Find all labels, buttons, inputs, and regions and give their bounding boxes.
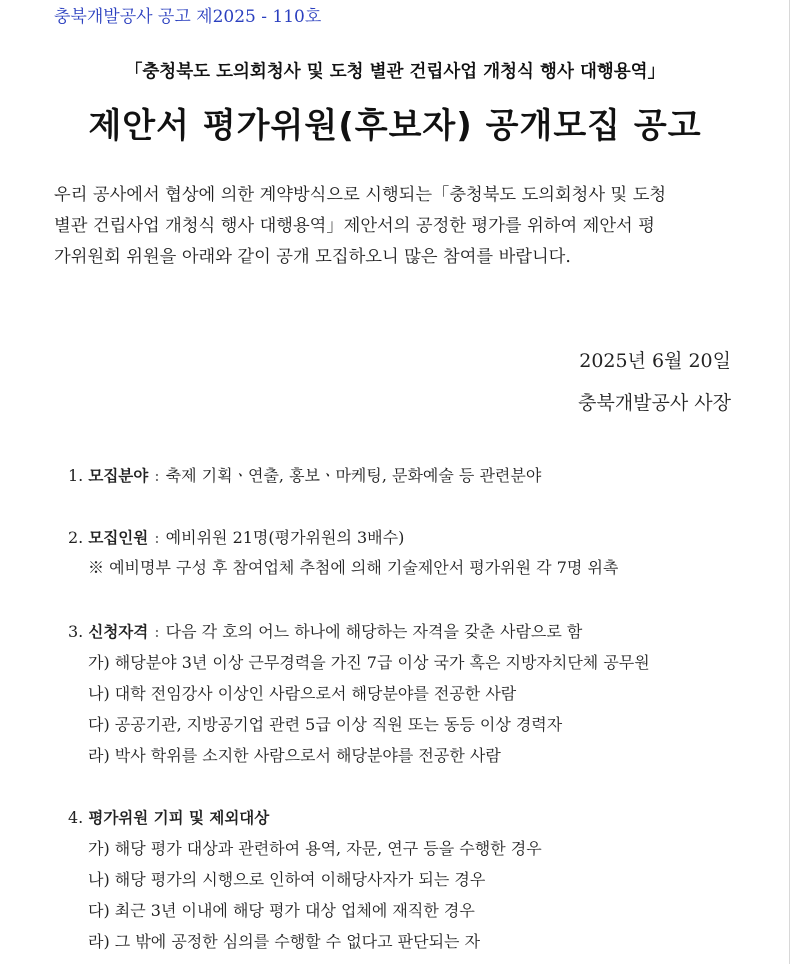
section-text: 축제 기획ㆍ연출, 홍보ㆍ마케팅, 문화예술 등 관련분야	[165, 466, 542, 485]
list-item: 라) 그 밖에 공정한 심의를 수행할 수 없다고 판단되는 자	[88, 932, 481, 951]
colon-separator: :	[154, 622, 160, 641]
section-label: 모집인원	[88, 529, 149, 547]
list-item: 라) 박사 학위를 소지한 사람으로서 해당분야를 전공한 사람	[88, 746, 501, 765]
intro-line: 우리 공사에서 협상에 의한 계약방식으로 시행되는「충청북도 도의회청사 및 도청	[54, 185, 667, 205]
section-number: 2.	[68, 528, 84, 547]
list-item: 나) 해당 평가의 시행으로 인하여 이해당사자가 되는 경우	[88, 870, 486, 889]
list-item: 나) 대학 전임강사 이상인 사람으로서 해당분야를 전공한 사람	[88, 684, 517, 703]
intro-line: 별관 건립사업 개청식 행사 대행용역」제안서의 공정한 평가를 위하여 제안서 평	[54, 216, 655, 236]
section-exclusions	[68, 803, 542, 957]
list-item: 다) 공공기관, 지방공기업 관련 5급 이상 직원 또는 동등 이상 경력자	[88, 715, 563, 734]
section-label: 신청자격	[88, 623, 149, 641]
list-item: 다) 최근 3년 이내에 해당 평가 대상 업체에 재직한 경우	[88, 901, 475, 920]
colon-separator: :	[154, 528, 160, 547]
section-note: ※ 예비명부 구성 후 참여업체 추첨에 의해 기술제안서 평가위원 각 7명 위촉	[88, 558, 619, 577]
list-item: 가) 해당분야 3년 이상 근무경력을 가진 7급 이상 국가 혹은 지방자치단체 공무원	[88, 653, 650, 672]
colon-separator: :	[154, 466, 160, 485]
section-label: 모집분야	[88, 467, 149, 485]
section-text: 다음 각 호의 어느 하나에 해당하는 자격을 갖춘 사람으로 함	[165, 622, 583, 641]
project-subtitle: 「충청북도 도의회청사 및 도청 별관 건립사업 개청식 행사 대행용역」	[124, 62, 666, 82]
list-item: 가) 해당 평가 대상과 관련하여 용역, 자문, 연구 등을 수행한 경우	[88, 839, 542, 858]
section-recruitment-field	[68, 461, 541, 491]
section-text: 예비위원 21명(평가위원의 3배수)	[165, 528, 405, 547]
section-qualifications	[68, 617, 650, 771]
notice-number: 충북개발공사 공고 제2025 - 110호	[54, 7, 322, 27]
section-number: 1.	[68, 466, 84, 485]
page-title: 제안서 평가위원(후보자) 공개모집 공고	[88, 106, 702, 146]
section-number: 4.	[68, 808, 84, 827]
section-label: 평가위원 기피 및 제외대상	[88, 809, 270, 827]
intro-paragraph	[54, 180, 738, 273]
intro-line: 가위원회 위원을 아래와 같이 공개 모집하오니 많은 참여를 바랍니다.	[54, 247, 571, 267]
section-number: 3.	[68, 622, 84, 641]
issuer-name: 충북개발공사 사장	[578, 392, 731, 414]
announcement-date: 2025년 6월 20일	[579, 350, 731, 372]
section-recruitment-count	[68, 523, 618, 583]
